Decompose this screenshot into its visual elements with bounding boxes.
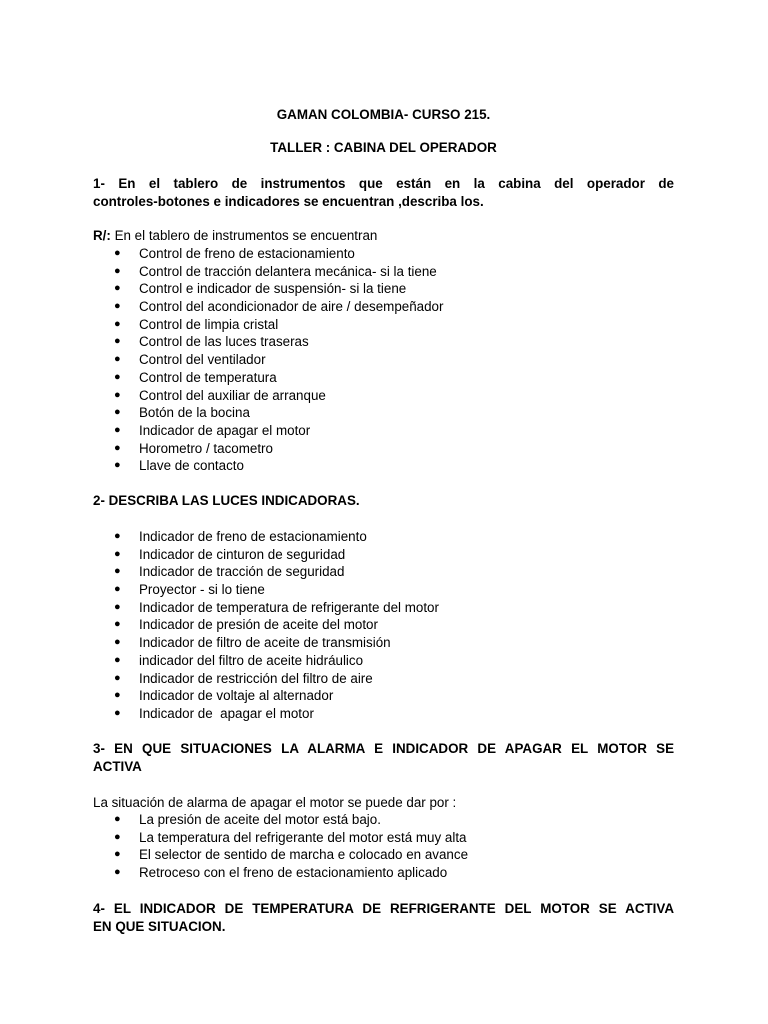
bullet-icon: ● — [114, 406, 121, 419]
list-item-text: Indicador de apagar el motor — [139, 422, 311, 438]
list-item-text: Botón de la bocina — [139, 405, 250, 421]
bullet-icon: ● — [114, 441, 121, 454]
question-1-list — [93, 245, 674, 475]
bullet-icon: ● — [114, 370, 121, 383]
question-3-line-1: 3- EN QUE SITUACIONES LA ALARMA E INDICADOR DE APAGAR EL MOTOR SE — [93, 741, 674, 756]
question-3-intro: La situación de alarma de apagar el motor se puede dar por : — [93, 795, 457, 810]
list-item — [93, 440, 674, 458]
list-item — [93, 581, 674, 599]
question-1-line-1: 1- En el tablero de instrumentos que están en la cabina del operador de — [93, 176, 674, 191]
bullet-icon: ● — [114, 459, 121, 472]
bullet-icon: ● — [114, 583, 121, 596]
list-item — [93, 563, 674, 581]
list-item-text: indicador del filtro de aceite hidráulico — [139, 652, 364, 668]
list-item — [93, 864, 674, 882]
list-item — [93, 687, 674, 705]
list-item-text: Indicador de filtro de aceite de transmisión — [139, 635, 391, 651]
list-item — [93, 298, 674, 316]
bullet-icon: ● — [114, 264, 121, 277]
list-item-text: Indicador de presión de aceite del motor — [139, 617, 378, 633]
bullet-icon: ● — [114, 618, 121, 631]
list-item — [93, 670, 674, 688]
list-item — [93, 846, 674, 864]
bullet-icon: ● — [114, 317, 121, 330]
list-item — [93, 422, 674, 440]
bullet-icon: ● — [114, 300, 121, 313]
question-2-list — [93, 528, 674, 723]
bullet-icon: ● — [114, 671, 121, 684]
question-4-heading — [93, 900, 674, 935]
list-item — [93, 634, 674, 652]
bullet-icon: ● — [114, 636, 121, 649]
list-item — [93, 705, 674, 723]
question-1-heading — [93, 175, 674, 210]
list-item-text: Horometro / tacometro — [139, 440, 273, 456]
list-item-text: Proyector - si lo tiene — [139, 582, 265, 598]
list-item-text: Control del acondicionador de aire / desempeñador — [139, 299, 444, 315]
list-item-text: Control de tracción delantera mecánica- si la tiene — [139, 263, 437, 279]
list-item-text: Indicador de temperatura de refrigerante del motor — [139, 599, 439, 615]
list-item-text: La temperatura del refrigerante del motor está muy alta — [139, 829, 467, 845]
bullet-icon: ● — [114, 423, 121, 436]
list-item — [93, 457, 674, 475]
list-item-text: Control de las luces traseras — [139, 334, 309, 350]
question-3-heading — [93, 740, 674, 775]
list-item-text: Indicador de apagar el motor — [139, 705, 314, 721]
list-item — [93, 599, 674, 617]
question-4-line-2: EN QUE SITUACION. — [93, 918, 226, 934]
list-item-text: Indicador de tracción de seguridad — [139, 564, 345, 580]
list-item — [93, 387, 674, 405]
bullet-icon: ● — [114, 600, 121, 613]
bullet-icon: ● — [114, 689, 121, 702]
answer-prefix: R/: — [93, 228, 111, 243]
bullet-icon: ● — [114, 530, 121, 542]
list-item — [93, 811, 674, 829]
list-item-text: Llave de contacto — [139, 458, 244, 474]
list-item-text: Indicador de voltaje al alternador — [139, 688, 334, 704]
list-item-text: Indicador de freno de estacionamiento — [139, 529, 367, 544]
list-item — [93, 546, 674, 564]
answer-text: En el tablero de instrumentos se encuentran — [110, 228, 378, 243]
list-item — [93, 333, 674, 351]
list-item-text: Control del auxiliar de arranque — [139, 387, 326, 403]
question-3-list — [93, 811, 674, 882]
list-item — [93, 369, 674, 387]
list-item — [93, 528, 674, 546]
bullet-icon: ● — [114, 565, 121, 578]
list-item-text: Control de freno de estacionamiento — [139, 246, 355, 261]
question-1-line-2: controles-botones e indicadores se encuentran ,describa los. — [93, 193, 484, 209]
list-item-text: Control de limpia cristal — [139, 316, 279, 332]
bullet-icon: ● — [114, 866, 121, 879]
bullet-icon: ● — [114, 706, 121, 719]
bullet-icon: ● — [114, 282, 121, 295]
bullet-icon: ● — [114, 830, 121, 843]
list-item-text: Retroceso con el freno de estacionamiento aplicado — [139, 865, 448, 881]
document-subtitle: TALLER : CABINA DEL OPERADOR — [270, 140, 497, 155]
question-1-answer-intro — [93, 227, 674, 245]
list-item — [93, 829, 674, 847]
bullet-icon: ● — [114, 388, 121, 401]
list-item-text: Control de temperatura — [139, 369, 277, 385]
question-2-heading-text: 2- DESCRIBA LAS LUCES INDICADORAS. — [93, 493, 360, 508]
list-item-text: Indicador de restricción del filtro de aire — [139, 670, 373, 686]
list-item — [93, 263, 674, 281]
bullet-icon: ● — [114, 335, 121, 348]
list-item — [93, 245, 674, 263]
bullet-icon: ● — [114, 353, 121, 366]
bullet-icon: ● — [114, 547, 121, 560]
list-item — [93, 280, 674, 298]
bullet-icon: ● — [114, 247, 121, 259]
bullet-icon: ● — [114, 848, 121, 861]
list-item — [93, 404, 674, 422]
list-item-text: Indicador de cinturon de seguridad — [139, 546, 346, 562]
list-item-text: Control del ventilador — [139, 352, 266, 368]
list-item — [93, 652, 674, 670]
list-item — [93, 351, 674, 369]
list-item-text: Control e indicador de suspensión- si la tiene — [139, 281, 407, 297]
list-item — [93, 616, 674, 634]
question-3-line-2: ACTIVA — [93, 758, 142, 774]
document-title: GAMAN COLOMBIA- CURSO 215. — [276, 107, 491, 122]
list-item — [93, 316, 674, 334]
list-item-text: La presión de aceite del motor está bajo. — [139, 812, 381, 827]
bullet-icon: ● — [114, 653, 121, 666]
bullet-icon: ● — [114, 813, 121, 825]
question-2-heading — [93, 492, 674, 510]
question-4-line-1: 4- EL INDICADOR DE TEMPERATURA DE REFRIGERANTE DEL MOTOR SE ACTIVA — [93, 901, 674, 916]
list-item-text: El selector de sentido de marcha e colocado en avance — [139, 847, 469, 863]
